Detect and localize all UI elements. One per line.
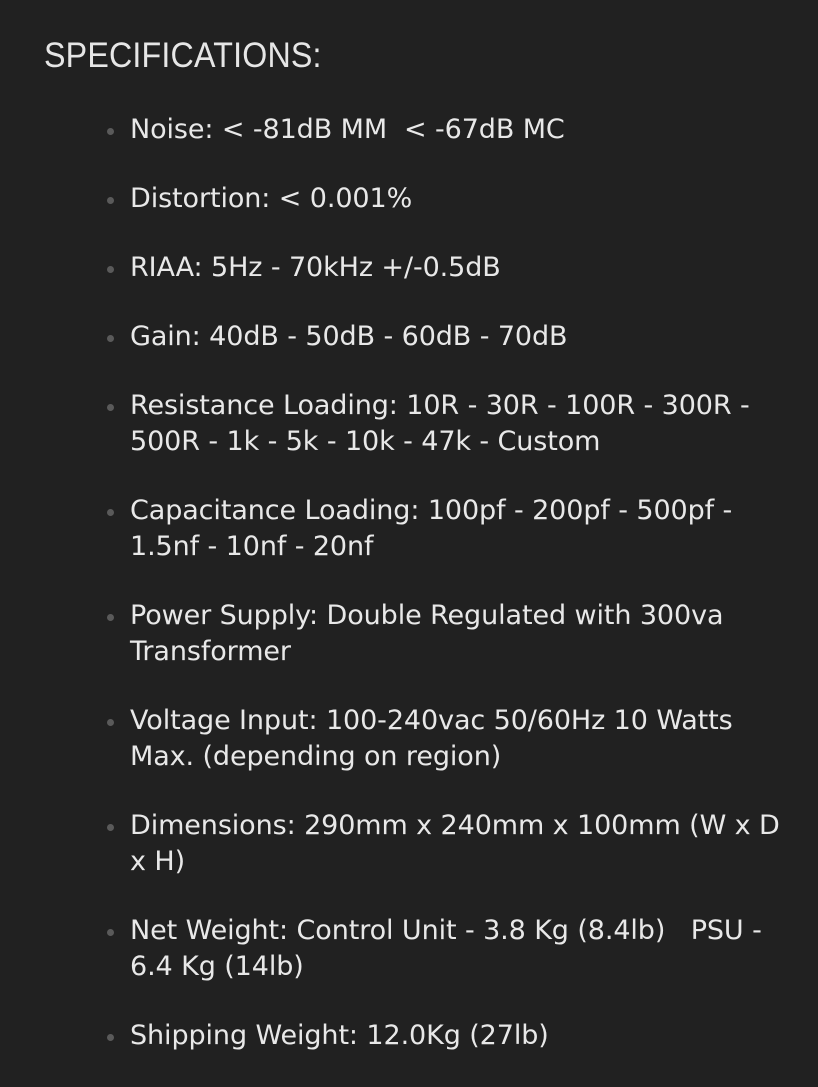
bullet-icon: [107, 1034, 114, 1041]
spec-gain: Gain: 40dB - 50dB - 60dB - 70dB: [130, 321, 568, 352]
list-item: [104, 388, 784, 460]
bullet-icon: [107, 197, 114, 204]
bullet-icon: [107, 824, 114, 831]
spec-power-supply: Power Supply: Double Regulated with 300va Transformer: [130, 600, 732, 667]
list-item: [104, 808, 789, 880]
list-item: [104, 1018, 784, 1054]
bullet-icon: [107, 509, 114, 516]
list-item: [104, 703, 784, 775]
list-item: [104, 913, 784, 985]
bullet-icon: [107, 335, 114, 342]
list-item: [104, 181, 784, 217]
list-item: [104, 250, 784, 286]
bullet-icon: [107, 404, 114, 411]
spec-dimensions: Dimensions: 290mm x 240mm x 100mm (W x D x H): [130, 810, 789, 877]
list-item: [104, 112, 784, 148]
section-heading: SPECIFICATIONS:: [44, 36, 322, 75]
spec-net-weight: Net Weight: Control Unit - 3.8 Kg (8.4lb) PSU - 6.4 Kg (14lb): [130, 915, 771, 982]
bullet-icon: [107, 614, 114, 621]
spec-riaa: RIAA: 5Hz - 70kHz +/-0.5dB: [130, 252, 501, 283]
list-item: [104, 598, 784, 670]
list-item: [104, 493, 784, 565]
spec-list: [104, 112, 789, 1087]
spec-voltage-input: Voltage Input: 100-240vac 50/60Hz 10 Watts Max. (depending on region): [130, 705, 742, 772]
bullet-icon: [107, 929, 114, 936]
bullet-icon: [107, 719, 114, 726]
spec-resistance-loading: Resistance Loading: 10R - 30R - 100R - 300R - 500R - 1k - 5k - 10k - 47k - Custom: [130, 390, 759, 457]
spec-noise: Noise: < -81dB MM < -67dB MC: [130, 114, 565, 145]
spec-capacitance-loading: Capacitance Loading: 100pf - 200pf - 500pf - 1.5nf - 10nf - 20nf: [130, 495, 741, 562]
spec-distortion: Distortion: < 0.001%: [130, 183, 413, 214]
spec-shipping-weight: Shipping Weight: 12.0Kg (27lb): [130, 1020, 549, 1051]
bullet-icon: [107, 266, 114, 273]
list-item: [104, 319, 784, 355]
bullet-icon: [107, 128, 114, 135]
